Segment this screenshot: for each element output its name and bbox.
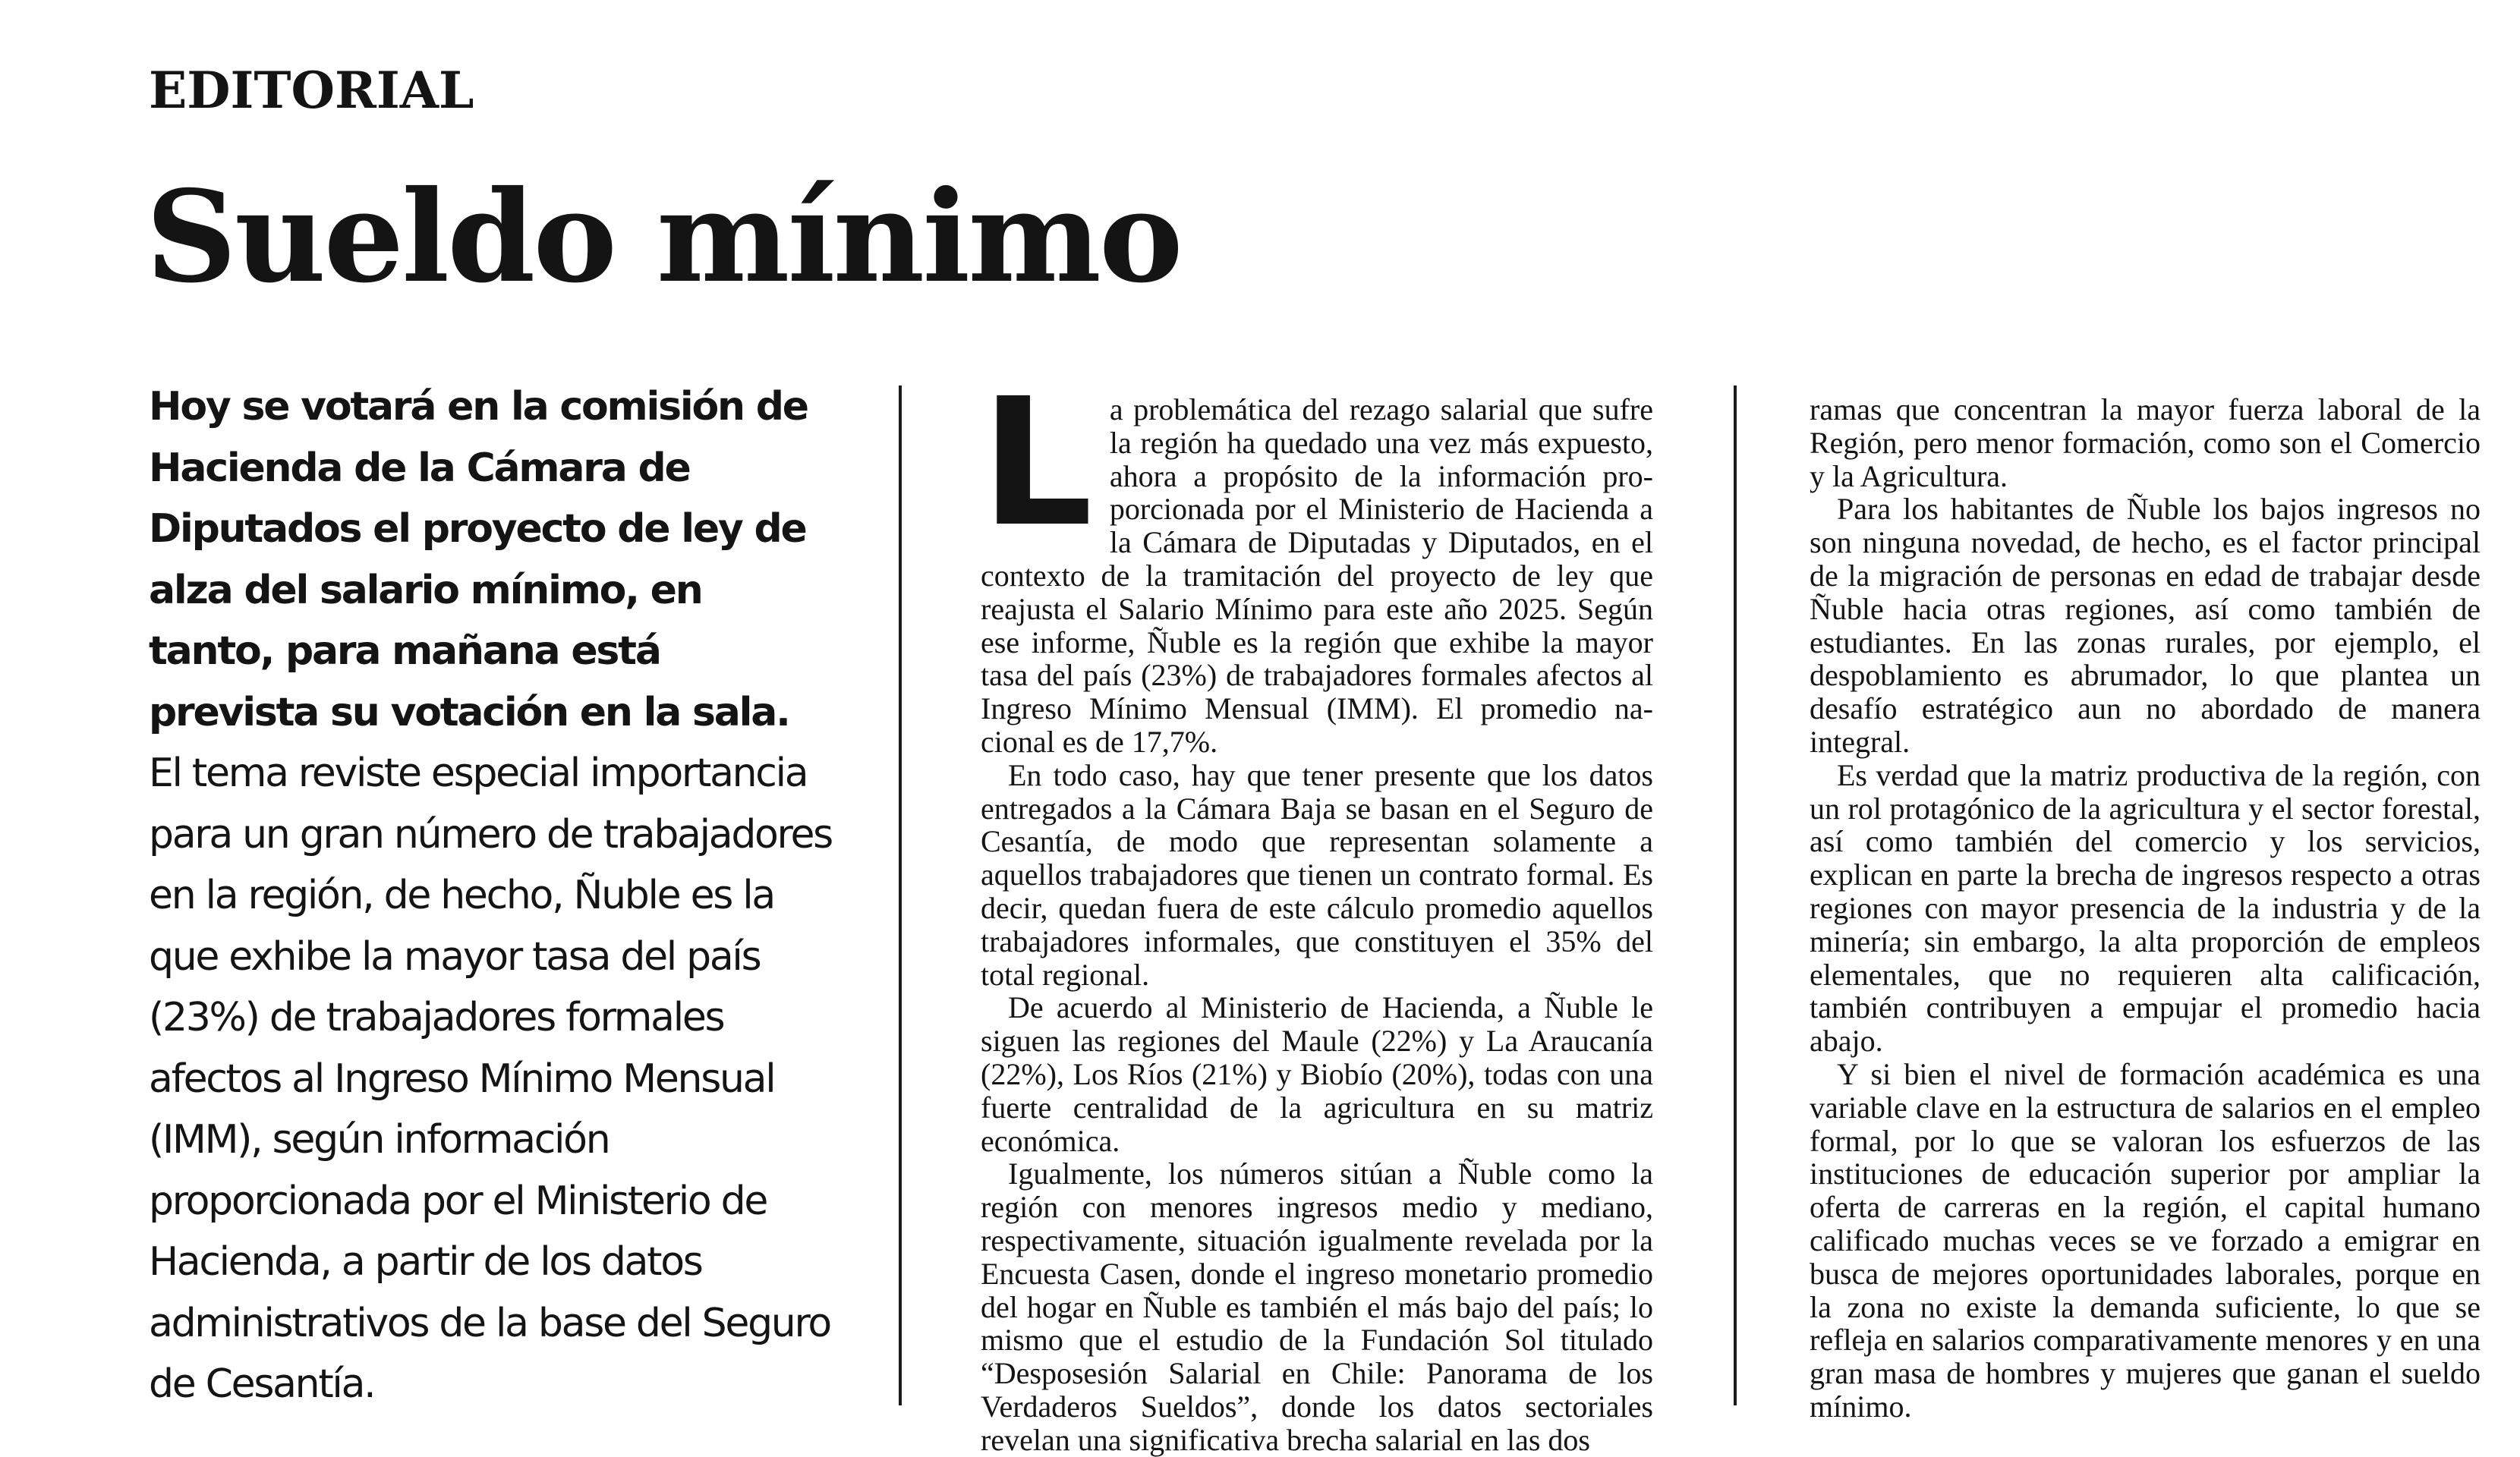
column-rule-right xyxy=(1734,385,1737,1405)
article-column-1 xyxy=(981,360,1653,1457)
column1-paragraph-2: En todo caso, hay que tener presente que los datos entregados a la Cámara Baja se basan en el Seguro de Cesantía, de modo que representan solamente a aquellos trabajadores que tienen un contrato formal. Es decir, quedan fuera de este cálculo promedio aquellos trabajadores informales, que constituyen el 35% del total regional. xyxy=(981,757,1653,992)
column2-paragraph-3: Es verdad que la matriz productiva de la región, con un rol protagónico de la agricultura y el sector forestal, así como también del comercio y los servicios, explican en parte la brecha de ingresos respecto a otras regiones con mayor presencia de la industria y de la minería; sin embargo, la alta proporción de empleos elementales, que no requieren alta calificación, también contribuyen a empujar el promedio hacia abajo. xyxy=(1810,757,2481,1059)
lead-bold-text: Hoy se votará en la comisión de Hacienda de la Cámara de Diputados el proyecto de ley de alza del salario mínimo, en tanto, para mañana está prevista su votación en la sala. xyxy=(149,384,808,735)
column1-paragraph-1-text: a problemática del rezago salarial que sufre la región ha quedado una vez más expuesto, ahora a propósito de la información proporcionada por el Ministerio de Hacienda a la Cámara de Diputadas y Diputados, en el contexto de la tramitación del proyecto de ley que reajusta el Salario Mínimo para este año 2025. Según ese informe, Ñuble es la región que exhibe la mayor tasa del país (23%) de trabajadores formales afectos al Ingreso Mínimo Mensual (IMM). El promedio nacional es de 17,7%. xyxy=(981,392,1653,759)
column1-paragraph-3: De acuerdo al Ministerio de Hacienda, a Ñuble le siguen las regiones del Maule (22%) y La Araucanía (22%), Los Ríos (21%) y Biobío (20%), todas con una fuerte centralidad de la agricultura en su matriz económica. xyxy=(981,990,1653,1158)
lead-regular-text: El tema reviste especial importancia para un gran número de trabajadores en la región, de hecho, Ñuble es la que exhibe la mayor tasa del país (23%) de trabajadores formales afectos al Ingreso Mínimo Mensual (IMM), según información proporcionada por el Ministerio de Hacienda, a partir de los datos administrativos de la base del Seguro de Cesantía. xyxy=(149,751,832,1407)
column2-paragraph-2: Para los habitantes de Ñuble los bajos ingresos no son ninguna novedad, de hecho, es el factor principal de la migración de personas en edad de trabajar desde Ñuble hacia otras regiones, así como también de estudiantes. En las zonas rurales, por ejemplo, el despoblamiento es abrumador, lo que plantea un desafío estratégico aun no abordado de manera integral. xyxy=(1810,492,2481,759)
article-column-2 xyxy=(1810,393,2481,1424)
drop-cap: L xyxy=(981,360,1093,565)
column2-paragraph-1: ramas que concentran la mayor fuerza laboral de la Región, pero menor formación, como son el Comercio y la Agricultura. xyxy=(1810,392,2481,493)
section-label: EDITORIAL xyxy=(149,61,474,120)
column-rule-left xyxy=(899,385,902,1405)
headline: Sueldo mínimo xyxy=(146,163,1181,311)
column1-paragraph-1 xyxy=(981,360,1653,759)
column2-paragraph-4: Y si bien el nivel de formación académica es una variable clave en la estructura de salarios en el empleo formal, por lo que se valoran los esfuerzos de las instituciones de educación superior por ampliar la oferta de carreras en la región, el capital humano calificado muchas veces se ve forzado a emigrar en busca de mejores oportunidades laborales, porque en la zona no existe la demanda suficiente, lo que se refleja en salarios comparativamente menores y en una gran masa de hombres y mujeres que ganan el sueldo mínimo. xyxy=(1810,1056,2481,1424)
column1-paragraph-4: Igualmente, los números sitúan a Ñuble como la región con menores ingresos medio y mediano, respectivamente, situación igualmente revelada por la Encuesta Casen, donde el ingreso monetario promedio del hogar en Ñuble es también el más bajo del país; lo mismo que el estudio de la Fundación Sol titulado “Desposesión Salarial en Chile: Panorama de los Verdaderos Sueldos”, donde los datos sectoriales revelan una significativa brecha salarial en las dos xyxy=(981,1156,1653,1457)
lead-paragraph xyxy=(149,376,832,1415)
